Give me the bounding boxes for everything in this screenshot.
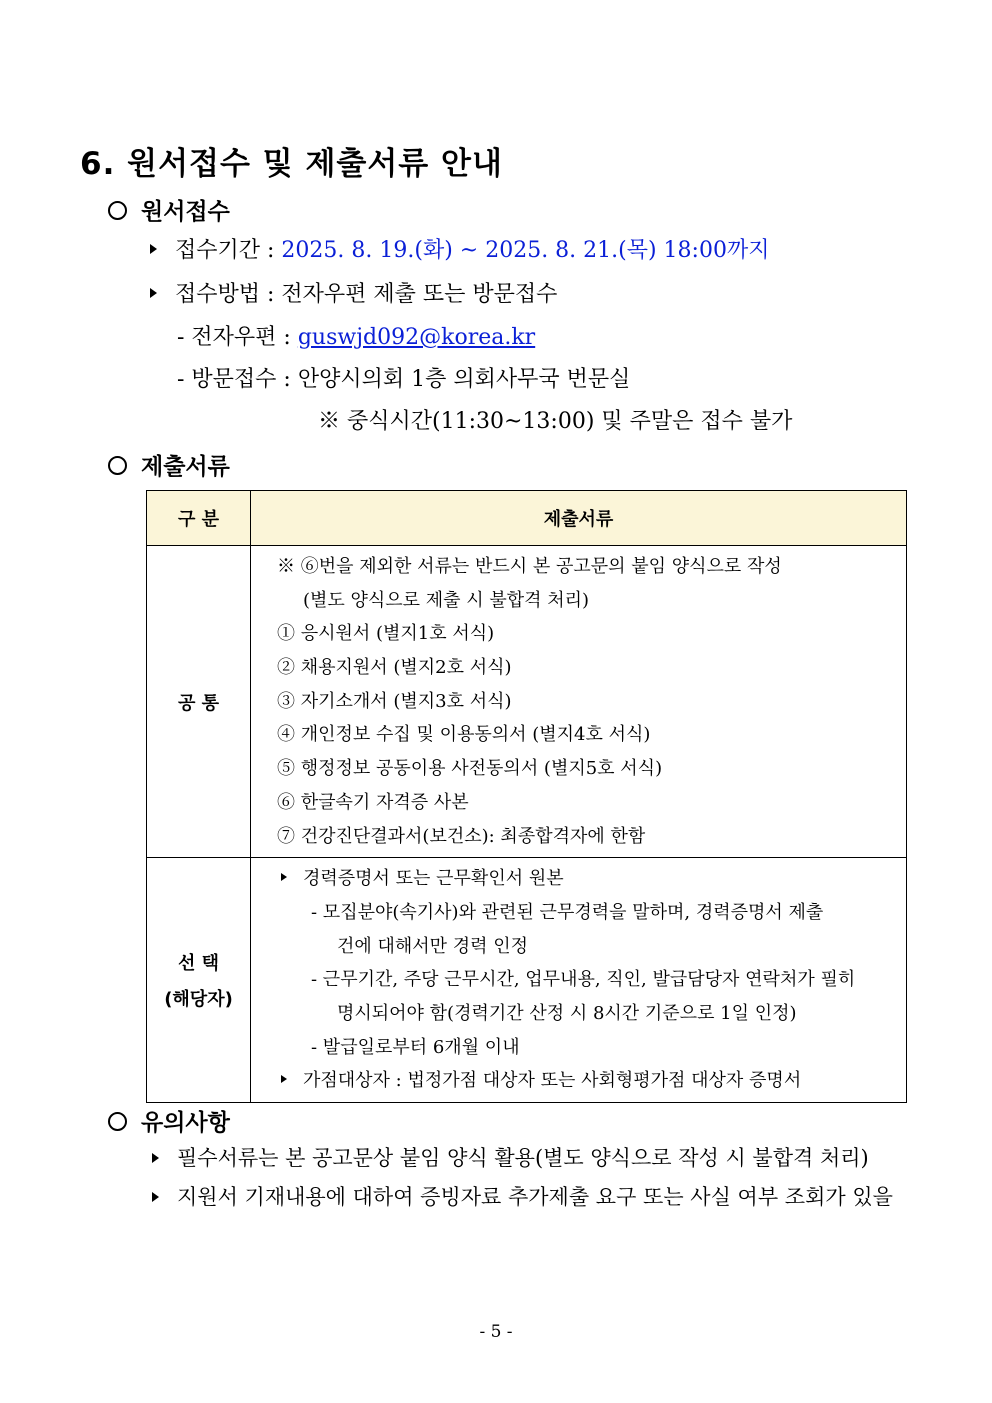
col-documents-header: 제출서류 xyxy=(251,491,907,546)
table-row-common xyxy=(147,546,907,858)
list-item xyxy=(281,862,898,896)
optional-label xyxy=(147,858,251,1103)
common-items xyxy=(251,546,907,858)
table-row-optional xyxy=(147,858,907,1103)
note-text: 지원서 기재내용에 대하여 증빙자료 추가제출 요구 또는 사실 여부 조회가 있을 xyxy=(177,1185,893,1209)
method-line xyxy=(150,277,557,308)
triangle-bullet-icon xyxy=(150,244,157,254)
lunch-note: ※ 중식시간(11:30~13:00) 및 주말은 접수 불가 xyxy=(318,409,793,434)
section-title: 원서접수 xyxy=(141,199,230,225)
list-item: ② 채용지원서 (별지2호 서식) xyxy=(277,657,512,679)
list-item: ① 응시원서 (별지1호 서식) xyxy=(277,623,495,645)
list-item: - 발급일로부터 6개월 이내 xyxy=(311,1036,520,1058)
triangle-bullet-icon xyxy=(152,1153,159,1163)
section-title: 유의사항 xyxy=(141,1110,230,1136)
col-category-header: 구 분 xyxy=(147,491,251,546)
circle-bullet-icon xyxy=(108,456,127,475)
period-label: 접수기간 : xyxy=(175,238,275,263)
email-label: - 전자우편 : xyxy=(177,325,291,350)
list-item: ⑥ 한글속기 자격증 사본 xyxy=(277,791,469,813)
section-title: 제출서류 xyxy=(141,454,230,480)
email-link[interactable]: guswjd092@korea.kr xyxy=(297,325,536,350)
optional-label-line1: 선 택 xyxy=(177,953,220,975)
list-item: - 근무기간, 주당 근무시간, 업무내용, 직인, 발급담당자 연락처가 필히 xyxy=(311,969,856,991)
triangle-bullet-icon xyxy=(150,288,157,298)
triangle-bullet-icon xyxy=(152,1192,159,1202)
period-line xyxy=(150,233,769,264)
list-item-text: 가점대상자 : 법정가점 대상자 또는 사회형평가점 대상자 증명서 xyxy=(303,1070,802,1092)
list-item: ⑤ 행정정보 공동이용 사전동의서 (별지5호 서식) xyxy=(277,758,663,780)
note-text: 필수서류는 본 공고문상 붙임 양식 활용(별도 양식으로 작성 시 불합격 처리) xyxy=(177,1146,869,1170)
list-item: ⑦ 건강진단결과서(보건소): 최종합격자에 한함 xyxy=(277,825,646,847)
page-number: - 5 - xyxy=(479,1322,513,1342)
common-label: 공 통 xyxy=(147,546,251,858)
list-item: 명시되어야 함(경력기간 산정 시 8시간 기준으로 1일 인정) xyxy=(337,1002,797,1024)
list-item: - 모집분야(속기사)와 관련된 근무경력을 말하며, 경력증명서 제출 xyxy=(311,901,824,923)
section-application xyxy=(108,193,230,226)
period-value: 2025. 8. 19.(화) ~ 2025. 8. 21.(목) 18:00까지 xyxy=(281,238,770,263)
list-item: 건에 대해서만 경력 인정 xyxy=(337,935,529,957)
list-item-text: 경력증명서 또는 근무확인서 원본 xyxy=(303,868,564,890)
optional-items xyxy=(251,858,907,1103)
list-item: (별도 양식으로 제출 시 불합격 처리) xyxy=(303,589,590,611)
section-notes xyxy=(108,1104,230,1137)
triangle-bullet-icon xyxy=(281,1075,287,1083)
email-line xyxy=(177,320,535,351)
section-documents xyxy=(108,448,230,481)
circle-bullet-icon xyxy=(108,201,127,220)
table-header-row xyxy=(147,491,907,546)
circle-bullet-icon xyxy=(108,1112,127,1131)
note-item xyxy=(152,1142,869,1172)
triangle-bullet-icon xyxy=(281,873,287,881)
list-item: ④ 개인정보 수집 및 이용동의서 (별지4호 서식) xyxy=(277,724,651,746)
list-item xyxy=(281,1064,898,1098)
documents-table xyxy=(146,490,907,1103)
list-item: ③ 자기소개서 (별지3호 서식) xyxy=(277,690,512,712)
note-item xyxy=(152,1181,893,1211)
list-item: ※ ⑥번을 제외한 서류는 반드시 본 공고문의 붙임 양식으로 작성 xyxy=(277,556,782,577)
method-text: 접수방법 : 전자우편 제출 또는 방문접수 xyxy=(175,282,558,307)
optional-label-line2: (해당자) xyxy=(164,989,233,1011)
page-heading: 6. 원서접수 및 제출서류 안내 xyxy=(80,146,503,182)
visit-line: - 방문접수 : 안양시의회 1층 의회사무국 번문실 xyxy=(177,367,631,392)
